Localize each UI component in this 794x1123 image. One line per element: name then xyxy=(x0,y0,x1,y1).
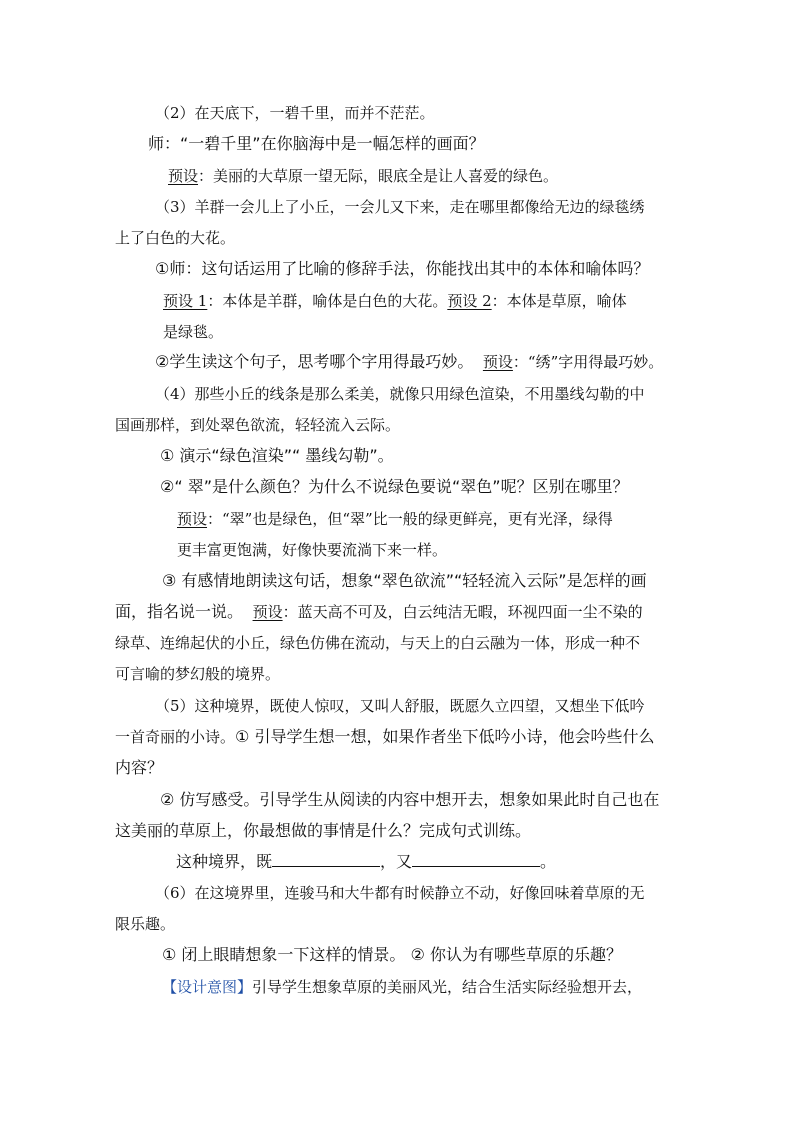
preset-text: ：美丽的大草原一望无际，眼底全是让人喜爱的绿色。 xyxy=(198,167,559,185)
preset-answer-4-line-2: 绿草、连绵起伏的小丘，绿色仿佛在流动，与天上的白云融为一体，形成一种不 xyxy=(115,634,641,652)
preset-answer-3-continued: 更丰富更饱满，好像快要流淌下来一样。 xyxy=(177,541,448,559)
task-text: ②学生读这个句子，思考哪个字用得最巧妙。 xyxy=(155,352,474,371)
preset-answer-1 xyxy=(168,166,558,186)
fill-blank-1[interactable] xyxy=(272,852,380,867)
imitation-writing-task: ② 仿写感受。引导学生从阅读的内容中想开去，想象如果此时自己也在 xyxy=(160,790,660,809)
preset-answer-2-continued: 是绿毯。 xyxy=(163,323,224,341)
guide-text: ① 引导学生想一想，如果作者坐下低吟小诗，他会吟些什么 xyxy=(235,727,655,746)
paragraph-2-quote: （2）在天底下，一碧千里，而并不茫茫。 xyxy=(155,104,435,122)
preset-answer-2 xyxy=(163,291,627,311)
pattern-middle: ，又 xyxy=(380,852,413,871)
paragraph-5-quote-line-2 xyxy=(115,727,654,747)
teacher-question-2: ①师：这句话运用了比喻的修辞手法，你能找出其中的本体和喻体吗？ xyxy=(155,259,650,278)
preset-answer-3 xyxy=(177,509,613,529)
reading-task-3: ③ 有感情地朗读这句话，想象“翠色欲流”“轻轻流入云际”是怎样的画 xyxy=(162,571,647,590)
design-intent-label: 【设计意图】 xyxy=(162,978,253,996)
task-text: 面，指名说一说。 xyxy=(115,602,244,621)
sentence-pattern-exercise xyxy=(176,852,556,872)
preset-text-2: ：本体是草原，喻体 xyxy=(491,292,627,310)
paragraph-3-quote-line-1: （3）羊群一会儿上了小丘，一会儿又下来，走在哪里都像给无边的绿毯绣 xyxy=(155,198,645,216)
paragraph-5-quote-line-1: （5）这种境界，既使人惊叹，又叫人舒服，既愿久立四望，又想坐下低吟 xyxy=(155,697,645,715)
demo-step-1: ① 演示“绿色渲染”“ 墨线勾勒”。 xyxy=(160,446,394,465)
teacher-question-1: 师：“一碧千里”在你脑海中是一幅怎样的画面？ xyxy=(148,134,485,153)
preset-text: ：“翠”也是绿色，但“翠”比一般的绿更鲜亮，更有光泽，绿得 xyxy=(207,510,613,528)
paragraph-3-quote-line-2: 上了白色的大花。 xyxy=(115,229,236,247)
paragraph-6-quote-line-2: 限乐趣。 xyxy=(115,915,176,933)
preset-label: 预设 xyxy=(252,603,283,621)
quote-text: 一首奇丽的小诗。 xyxy=(115,728,236,746)
design-intent-text: 引导学生想象草原的美丽风光，结合生活实际经验想开去， xyxy=(252,978,643,996)
preset-answer-4-line-3: 可言喻的梦幻般的境界。 xyxy=(115,665,281,683)
imagination-tasks: ① 闭上眼睛想象一下这样的情景。 ② 你认为有哪些草原的乐趣？ xyxy=(162,945,622,964)
paragraph-4-quote-line-2: 国画那样，到处翠色欲流，轻轻流入云际。 xyxy=(115,416,401,434)
preset-text: ：蓝天高不可及，白云纯洁无暇，环视四面一尘不染的 xyxy=(282,603,643,621)
preset-text-1: ：本体是羊群，喻体是白色的大花。 xyxy=(207,292,448,310)
question-cui-color: ②“ 翠”是什么颜色？为什么不说绿色要说“翠色”呢？区别在哪里？ xyxy=(160,477,629,496)
design-intent xyxy=(162,977,642,997)
student-reading-task xyxy=(155,352,663,372)
pattern-end: 。 xyxy=(540,852,557,871)
preset-label: 预设 xyxy=(482,353,513,371)
guide-text-continued: 内容？ xyxy=(115,758,164,777)
reading-task-3-continued xyxy=(115,602,643,622)
preset-label-1: 预设 1 xyxy=(163,292,208,310)
preset-label: 预设 xyxy=(168,167,199,185)
preset-label: 预设 xyxy=(177,510,208,528)
pattern-start: 这种境界，既 xyxy=(176,852,273,871)
preset-text: ：“绣”字用得最巧妙。 xyxy=(512,353,664,371)
imitation-writing-task-continued: 这美丽的草原上，你最想做的事情是什么？完成句式训练。 xyxy=(115,821,532,840)
preset-label-2: 预设 2 xyxy=(447,292,492,310)
fill-blank-2[interactable] xyxy=(412,852,540,867)
paragraph-6-quote-line-1: （6）在这境界里，连骏马和大牛都有时候静立不动，好像回味着草原的无 xyxy=(155,884,645,902)
paragraph-4-quote-line-1: （4）那些小丘的线条是那么柔美，就像只用绿色渲染，不用墨线勾勒的中 xyxy=(155,385,645,403)
